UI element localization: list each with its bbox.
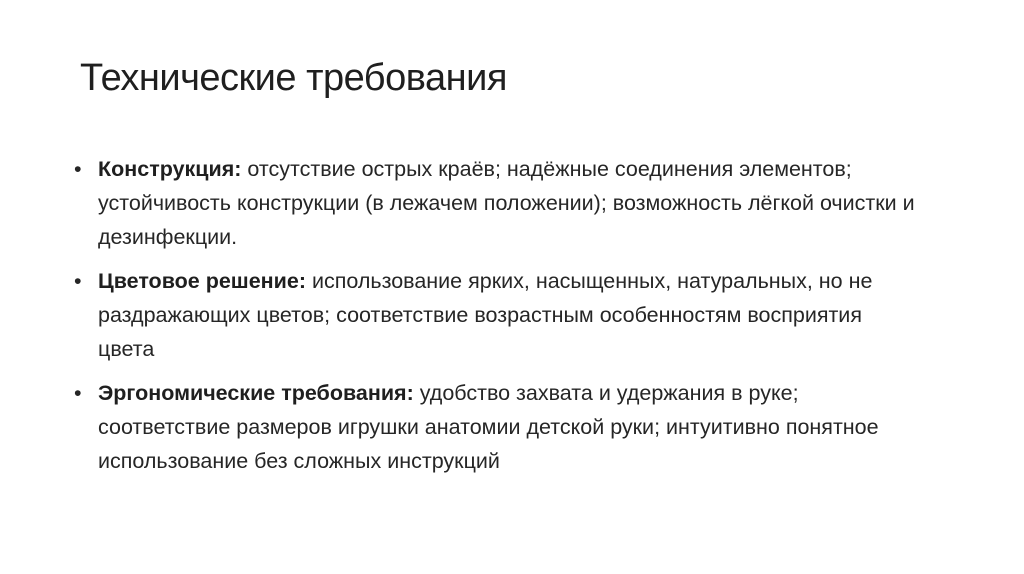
bullet-text: удобство захвата и удержания в руке; соответствие размеров игрушки анатомии детской руки; интуитивно понятное использование без сложных инструкций xyxy=(98,381,879,473)
bullet-text: отсутствие острых краёв; надёжные соединения элементов; устойчивость конструкции (в лежачем положении); возможность лёгкой очистки и дезинфекции. xyxy=(98,157,915,249)
bullet-item-color-scheme xyxy=(72,264,922,366)
bullet-item-construction xyxy=(72,152,922,254)
bullet-icon: • xyxy=(74,269,82,293)
bullet-term: Конструкция: xyxy=(98,157,242,181)
bullet-item-ergonomics xyxy=(72,376,922,478)
bullet-text: использование ярких, насыщенных, натуральных, но не раздражающих цветов; соответствие возрастным особенностям восприятия цвета xyxy=(98,269,873,361)
bullet-term: Эргономические требования: xyxy=(98,381,414,405)
bullet-icon: • xyxy=(74,157,82,181)
bullet-term: Цветовое решение: xyxy=(98,269,306,293)
bullet-list xyxy=(72,152,922,488)
bullet-icon: • xyxy=(74,381,82,405)
slide-title: Технические требования xyxy=(80,57,507,99)
